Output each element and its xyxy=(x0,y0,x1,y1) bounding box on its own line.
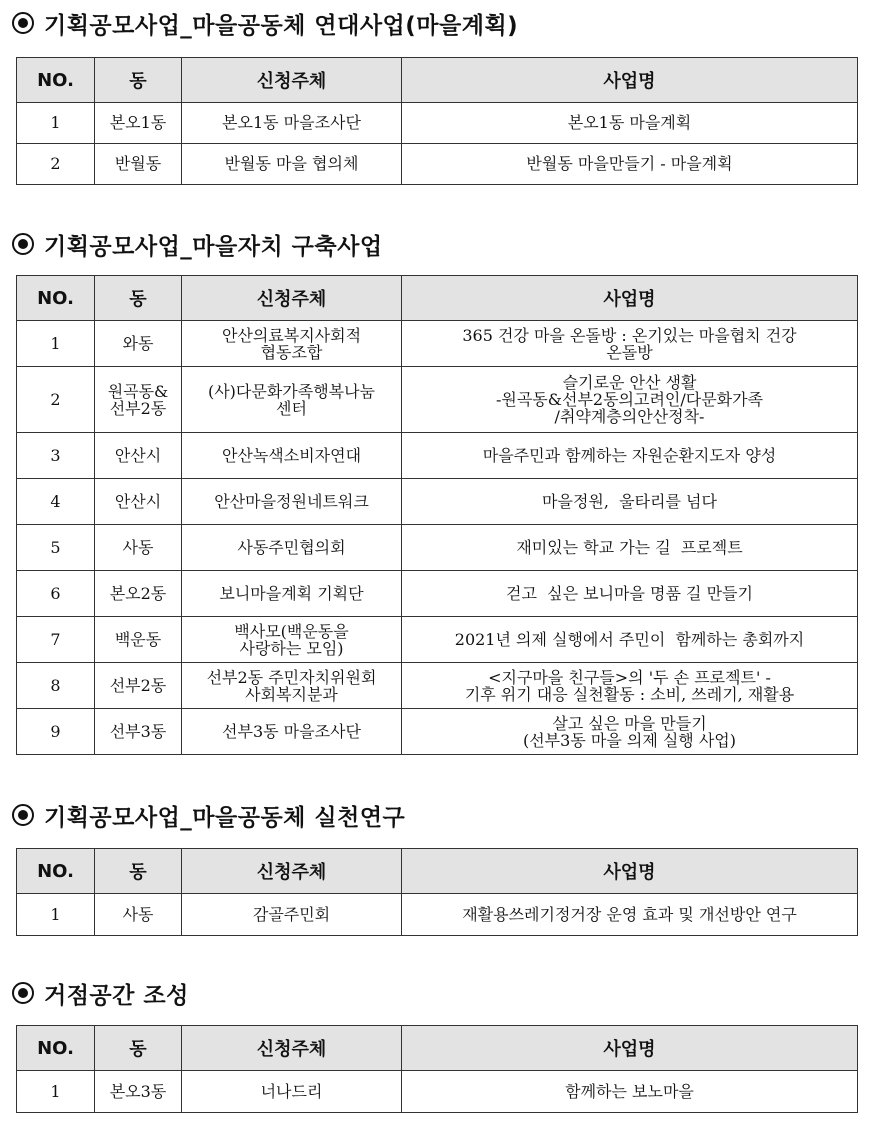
cell-no: 4 xyxy=(17,479,95,525)
cell-dong: 원곡동& 선부2동 xyxy=(95,367,182,433)
cell-dong: 본오1동 xyxy=(95,103,182,144)
cell-no: 1 xyxy=(17,321,95,367)
table-header-row xyxy=(17,849,858,894)
cell-applicant: (사)다문화가족행복나눔 센터 xyxy=(182,367,402,433)
cell-applicant: 안산의료복지사회적 협동조합 xyxy=(182,321,402,367)
section-title-1 xyxy=(12,8,518,38)
cell-project: 살고 싶은 마을 만들기 (선부3동 마을 의제 실행 사업) xyxy=(402,709,858,755)
cell-no: 1 xyxy=(17,103,95,144)
table-section-2 xyxy=(16,275,858,755)
cell-applicant: 선부2동 주민자치위원회 사회복지분과 xyxy=(182,663,402,709)
table-row xyxy=(17,144,858,185)
cell-no: 2 xyxy=(17,144,95,185)
table-section-4 xyxy=(16,1025,858,1113)
section-title-3 xyxy=(12,800,405,830)
table-row xyxy=(17,479,858,525)
cell-applicant: 감골주민회 xyxy=(182,894,402,936)
cell-applicant: 본오1동 마을조사단 xyxy=(182,103,402,144)
header-applicant: 신청주체 xyxy=(182,849,402,894)
header-dong: 동 xyxy=(95,276,182,321)
table-header-row xyxy=(17,276,858,321)
header-no: NO. xyxy=(17,58,95,103)
header-project: 사업명 xyxy=(402,58,858,103)
cell-applicant: 선부3동 마을조사단 xyxy=(182,709,402,755)
table-header-row xyxy=(17,1026,858,1071)
cell-dong: 선부3동 xyxy=(95,709,182,755)
header-no: NO. xyxy=(17,276,95,321)
circle-bullet-icon xyxy=(12,12,34,34)
cell-applicant: 보니마을계획 기획단 xyxy=(182,571,402,617)
cell-dong: 사동 xyxy=(95,525,182,571)
cell-applicant: 너나드리 xyxy=(182,1071,402,1113)
cell-dong: 백운동 xyxy=(95,617,182,663)
circle-bullet-icon xyxy=(12,804,34,826)
header-applicant: 신청주체 xyxy=(182,1026,402,1071)
table-section-3 xyxy=(16,848,858,936)
header-dong: 동 xyxy=(95,1026,182,1071)
section-title-2 xyxy=(12,229,383,259)
section-title-text: 기획공모사업_마을공동체 연대사업(마을계획) xyxy=(44,12,519,39)
table-row xyxy=(17,571,858,617)
table-row xyxy=(17,894,858,936)
header-project: 사업명 xyxy=(402,849,858,894)
table-row xyxy=(17,525,858,571)
cell-project: 걷고 싶은 보니마을 명품 길 만들기 xyxy=(402,571,858,617)
cell-applicant: 안산녹색소비자연대 xyxy=(182,433,402,479)
cell-no: 7 xyxy=(17,617,95,663)
cell-project: 재미있는 학교 가는 길 프로젝트 xyxy=(402,525,858,571)
header-project: 사업명 xyxy=(402,276,858,321)
table-row xyxy=(17,367,858,433)
header-project: 사업명 xyxy=(402,1026,858,1071)
cell-applicant: 안산마을정원네트워크 xyxy=(182,479,402,525)
section-title-4 xyxy=(12,978,189,1008)
cell-project: 본오1동 마을계획 xyxy=(402,103,858,144)
cell-applicant: 사동주민협의회 xyxy=(182,525,402,571)
table-row xyxy=(17,709,858,755)
table-row xyxy=(17,1071,858,1113)
section-title-text: 거점공간 조성 xyxy=(44,982,189,1009)
cell-no: 1 xyxy=(17,894,95,936)
table-row xyxy=(17,321,858,367)
table-row xyxy=(17,103,858,144)
cell-project: 마을주민과 함께하는 자원순환지도자 양성 xyxy=(402,433,858,479)
table-header-row xyxy=(17,58,858,103)
cell-dong: 본오3동 xyxy=(95,1071,182,1113)
header-dong: 동 xyxy=(95,849,182,894)
cell-dong: 안산시 xyxy=(95,479,182,525)
header-applicant: 신청주체 xyxy=(182,276,402,321)
cell-no: 2 xyxy=(17,367,95,433)
cell-applicant: 반월동 마을 협의체 xyxy=(182,144,402,185)
cell-dong: 와동 xyxy=(95,321,182,367)
section-title-text: 기획공모사업_마을자치 구축사업 xyxy=(44,233,383,260)
header-no: NO. xyxy=(17,1026,95,1071)
cell-dong: 본오2동 xyxy=(95,571,182,617)
cell-no: 8 xyxy=(17,663,95,709)
cell-project: 슬기로운 안산 생활 -원곡동&선부2동의고려인/다문화가족 /취약계층의안산정착- xyxy=(402,367,858,433)
cell-project: 반월동 마을만들기 - 마을계획 xyxy=(402,144,858,185)
circle-bullet-icon xyxy=(12,233,34,255)
cell-project: 함께하는 보노마을 xyxy=(402,1071,858,1113)
table-row xyxy=(17,663,858,709)
cell-dong: 반월동 xyxy=(95,144,182,185)
cell-project: 2021년 의제 실행에서 주민이 함께하는 총회까지 xyxy=(402,617,858,663)
cell-no: 3 xyxy=(17,433,95,479)
cell-no: 1 xyxy=(17,1071,95,1113)
cell-project: 재활용쓰레기정거장 운영 효과 및 개선방안 연구 xyxy=(402,894,858,936)
cell-no: 5 xyxy=(17,525,95,571)
cell-dong: 안산시 xyxy=(95,433,182,479)
table-row xyxy=(17,433,858,479)
cell-no: 9 xyxy=(17,709,95,755)
header-dong: 동 xyxy=(95,58,182,103)
table-row xyxy=(17,617,858,663)
cell-no: 6 xyxy=(17,571,95,617)
cell-project: 마을정원, 울타리를 넘다 xyxy=(402,479,858,525)
cell-applicant: 백사모(백운동을 사랑하는 모임) xyxy=(182,617,402,663)
header-applicant: 신청주체 xyxy=(182,58,402,103)
header-no: NO. xyxy=(17,849,95,894)
section-title-text: 기획공모사업_마을공동체 실천연구 xyxy=(44,804,406,831)
table-section-1 xyxy=(16,57,858,185)
cell-dong: 선부2동 xyxy=(95,663,182,709)
circle-bullet-icon xyxy=(12,982,34,1004)
cell-dong: 사동 xyxy=(95,894,182,936)
cell-project: <지구마을 친구들>의 '두 손 프로젝트' - 기후 위기 대응 실천활동 : 소비, 쓰레기, 재활용 xyxy=(402,663,858,709)
cell-project: 365 건강 마을 온돌방 : 온기있는 마을협치 건강 온돌방 xyxy=(402,321,858,367)
